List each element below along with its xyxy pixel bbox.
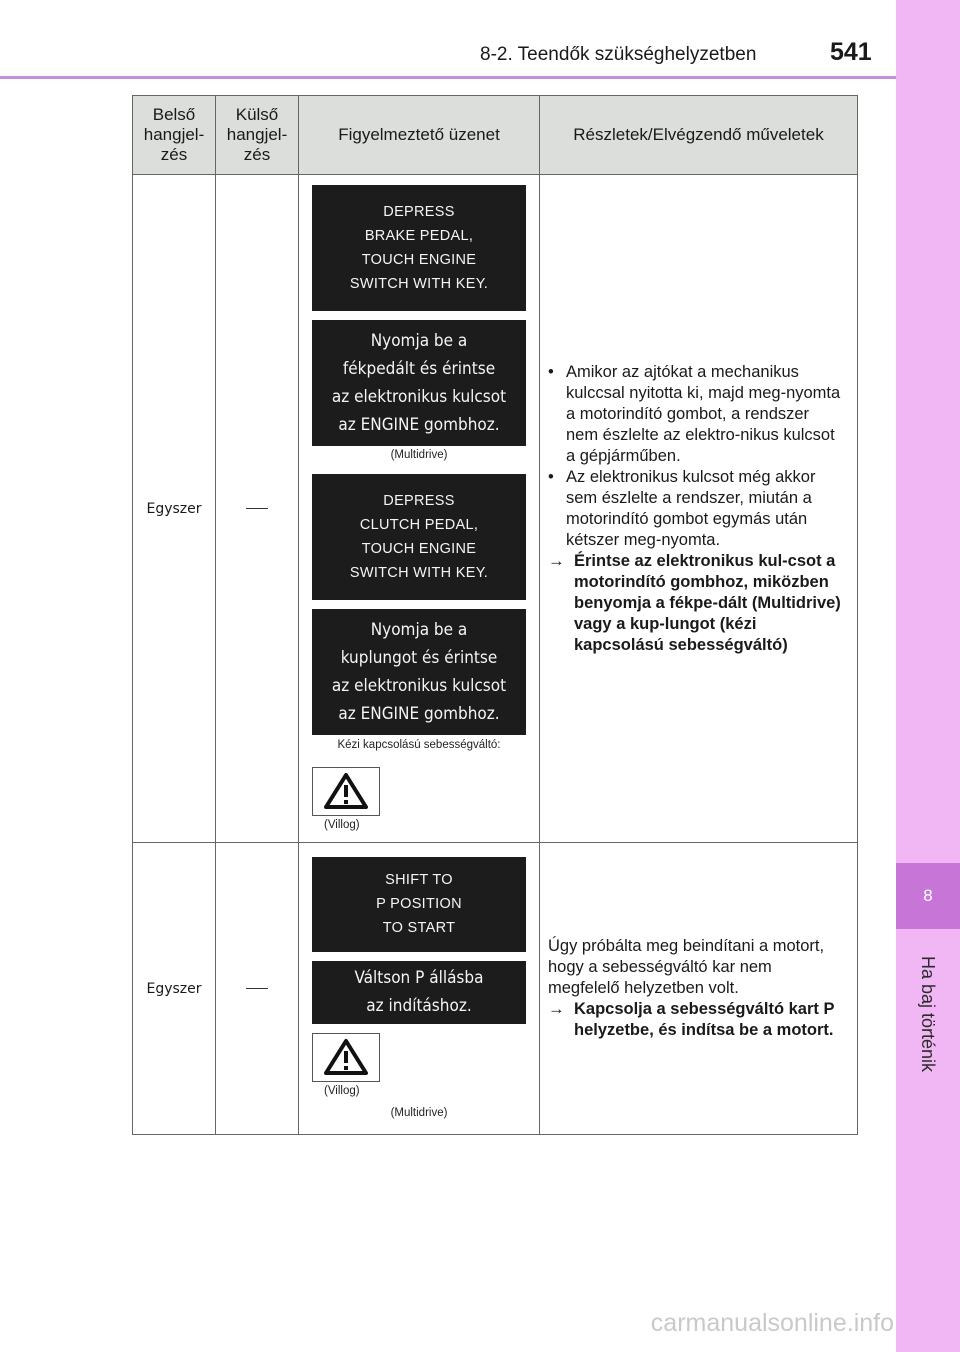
blink-caption: (Villog) <box>324 818 360 831</box>
column-inner-sound: Belső hangjel-zés <box>133 96 216 175</box>
outer-sound-cell <box>216 843 299 1135</box>
action-instruction: → Kapcsolja a sebességváltó kart P helyzetbe, és indítsa be a motort. <box>548 1000 835 1039</box>
column-outer-sound: Külső hangjel-zés <box>216 96 299 175</box>
message-cell <box>299 843 540 1135</box>
chapter-side-tab <box>896 0 960 1352</box>
details-cell <box>540 175 858 843</box>
message-screen: DEPRESS CLUTCH PEDAL, TOUCH ENGINE SWITCH WITH KEY. <box>312 474 526 600</box>
warning-triangle-icon <box>312 767 380 816</box>
action-instruction: → Érintse az elektronikus kul-csot a motorindító gombhoz, miközben benyomja a fékpe-dált (Multidrive) vagy a kup-lungot (kézi kapcsolású sebességváltó) <box>548 551 841 654</box>
outer-sound-cell <box>216 175 299 843</box>
message-screen: Nyomja be a fékpedált és érintse az elektronikus kulcsot az ENGINE gombhoz. <box>312 320 526 446</box>
inner-sound-cell: Egyszer <box>133 175 216 843</box>
message-cell <box>299 175 540 843</box>
table-row <box>133 843 858 1135</box>
warning-message-table <box>132 95 858 1135</box>
list-item: • Amikor az ajtókat a mechanikus kulccsal nyitotta ki, majd meg-nyomta a motorindító gombot, a rendszer nem észlelte az elektro-nikus kulcsot a gépjárműben. <box>548 362 841 465</box>
arrow-right-icon: → <box>548 1000 565 1018</box>
section-title: 8-2. Teendők szükséghelyzetben <box>480 44 757 65</box>
dash-icon <box>246 508 268 509</box>
detail-text: Úgy próbálta meg beindítani a motort, hogy a sebességváltó kar nem megfelelő helyzetben volt. <box>548 937 825 997</box>
blink-caption: (Villog) <box>324 1084 360 1097</box>
message-screen: DEPRESS BRAKE PEDAL, TOUCH ENGINE SWITCH WITH KEY. <box>312 185 526 311</box>
dash-icon <box>246 988 268 989</box>
header-rule <box>0 76 896 79</box>
arrow-right-icon: → <box>548 551 565 570</box>
column-warning-message: Figyelmeztető üzenet <box>299 96 540 175</box>
column-details: Részletek/Elvégzendő műveletek <box>540 96 858 175</box>
watermark: carmanualsonline.info <box>650 1309 894 1337</box>
details-cell <box>540 843 858 1135</box>
message-screen: Nyomja be a kuplungot és érintse az elektronikus kulcsot az ENGINE gombhoz. <box>312 609 526 735</box>
message-screen: SHIFT TO P POSITION TO START <box>312 857 526 952</box>
chapter-label: Ha baj történik <box>918 956 938 1073</box>
message-screen: Váltson P állásba az indításhoz. <box>312 961 526 1024</box>
page-number: 541 <box>830 38 872 66</box>
inner-sound-cell: Egyszer <box>133 843 216 1135</box>
table-row <box>133 175 858 843</box>
screen-caption: (Multidrive) <box>390 448 448 461</box>
table-header-row <box>133 96 858 175</box>
list-item: • Az elektronikus kulcsot még akkor sem észlelte a rendszer, miután a motorindító gombot egymás után kétszer meg-nyomta. <box>548 467 816 549</box>
warning-triangle-icon <box>312 1033 380 1082</box>
screen-caption: (Multidrive) <box>390 1106 448 1119</box>
screen-caption: Kézi kapcsolású sebességváltó: <box>337 738 501 751</box>
chapter-number-tab[interactable]: 8 <box>896 863 960 929</box>
